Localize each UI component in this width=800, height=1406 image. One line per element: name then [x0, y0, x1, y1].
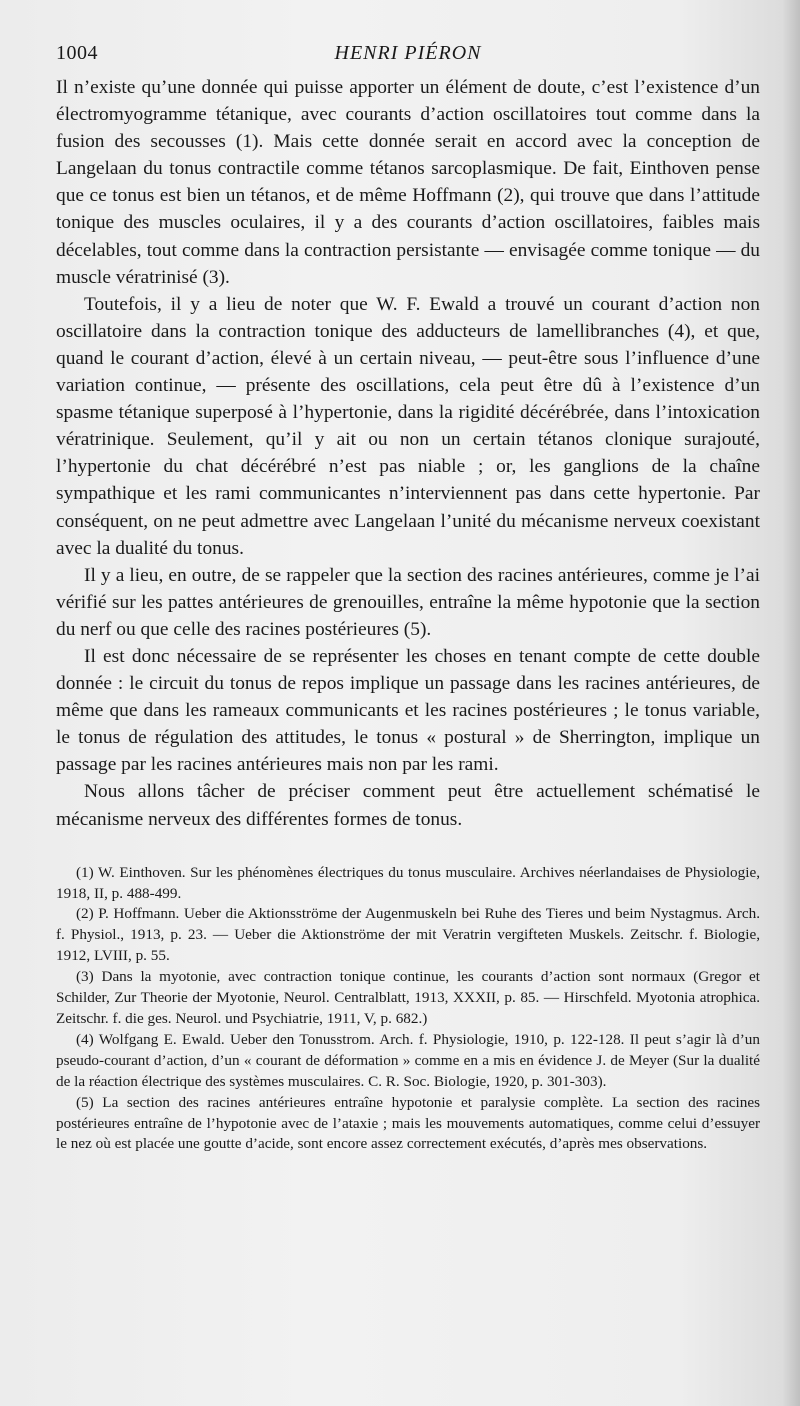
body-text [56, 74, 760, 833]
page-number: 1004 [56, 42, 98, 64]
footnote-3: (3) Dans la myotonie, avec contraction tonique continue, les courants d’action sont normaux (Gregor et Schilder, Zur Theorie der Myotonie, Neurol. Centralblatt, 1913, XXXII, p. 85. — Hirschfeld. Myotonia atrophica. Zeitschr. f. die ges. Neurol. und Psychiatrie, 1911, V, p. 682.) [56, 968, 760, 1027]
paragraph-4: Il est donc nécessaire de se représenter les choses en tenant compte de cette double donnée : le circuit du tonus de repos implique un passage dans les racines antérieures, de même que dans les rameaux communicants et les racines postérieures ; le tonus variable, le tonus de régulation des attitudes, le tonus « postural » de Sherrington, implique un passage par les racines antérieures mais non par les rami. [56, 645, 760, 776]
page-header [56, 38, 760, 72]
footnote-5: (5) La section des racines antérieures entraîne hypotonie et paralysie complète. La section des racines postérieures entraîne de l’hypotonie avec de l’ataxie ; mais les mouvements automatiques, comme celui d’essuyer le nez où est placée une goutte d’acide, sont encore assez correctement exécutés, d’après mes observations. [56, 1093, 760, 1153]
paragraph-5: Nous allons tâcher de préciser comment peut être actuellement schématisé le mécanisme nerveux des différentes formes de tonus. [56, 781, 760, 830]
footnote-4: (4) Wolfgang E. Ewald. Ueber den Tonusstrom. Arch. f. Physiologie, 1910, p. 122-128. Il peut s’agir là d’un pseudo-courant d’action, d’un « courant de déformation » comme en a mis en évidence J. de Meyer (Sur la dualité de la réaction électrique des systèmes musculaires. C. R. Soc. Biologie, 1920, p. 301-303). [56, 1030, 760, 1090]
running-title: HENRI PIÉRON [334, 42, 482, 64]
paragraph-3: Il y a lieu, en outre, de se rappeler que la section des racines antérieures, comme je l’ai vérifié sur les pattes antérieures de grenouilles, entraîne la même hypotonie que la section du nerf ou que celle des racines postérieures (5). [56, 564, 760, 640]
footnotes [56, 863, 760, 1156]
footnote-2: (2) P. Hoffmann. Ueber die Aktionsströme der Augenmuskeln bei Ruhe des Tieres und beim Nystagmus. Arch. f. Physiol., 1913, p. 23. — Ueber die Aktionströme der mit Veratrin vergifteten Muskels. Zeitschr. f. Biologie, 1912, LVIII, p. 55. [56, 905, 760, 965]
paragraph-2: Toutefois, il y a lieu de noter que W. F. Ewald a trouvé un courant d’action non oscillatoire dans la contraction tonique des adducteurs de lamellibranches (4), et que, quand le courant d’action, élevé à un certain niveau, — peut-être sous l’influence d’une variation continue, — présente des oscillations, cela peut être dû à l’existence d’un spasme tétanique superposé à l’hypertonie, dans la rigidité décérébrée, dans l’intoxication vératrinique. Seulement, qu’il y ait ou non un certain tétanos clonique surajouté, l’hypertonie du chat décérébré n’est pas niable ; or, les ganglions de la chaîne sympathique et les rami communicantes n’interviennent pas dans cette hypertonie. Par conséquent, on ne peut admettre avec Langelaan l’unité du mécanisme nerveux coexistant avec la dualité du tonus. [56, 293, 760, 559]
paragraph-1: Il n’existe qu’une donnée qui puisse apporter un élément de doute, c’est l’existence d’un électromyogramme tétanique, avec courants d’action oscillatoires tout comme dans la fusion des secousses (1). Mais cette donnée serait en accord avec la conception de Langelaan du tonus contractile comme tétanos sarcoplasmique. De fait, Einthoven pense que ce tonus est bien un tétanos, et de même Hoffmann (2), qui trouve que dans l’attitude tonique des muscles oculaires, il y a des courants d’action oscillatoires, faibles mais décelables, tout comme dans la contraction persistante — envisagée comme tonique — du muscle vératrinisé (3). [56, 77, 760, 288]
page-edge-shadow [782, 0, 800, 1406]
footnote-1: (1) W. Einthoven. Sur les phénomènes électriques du tonus musculaire. Archives néerlandaises de Physiologie, 1918, II, p. 488-499. [56, 863, 760, 902]
